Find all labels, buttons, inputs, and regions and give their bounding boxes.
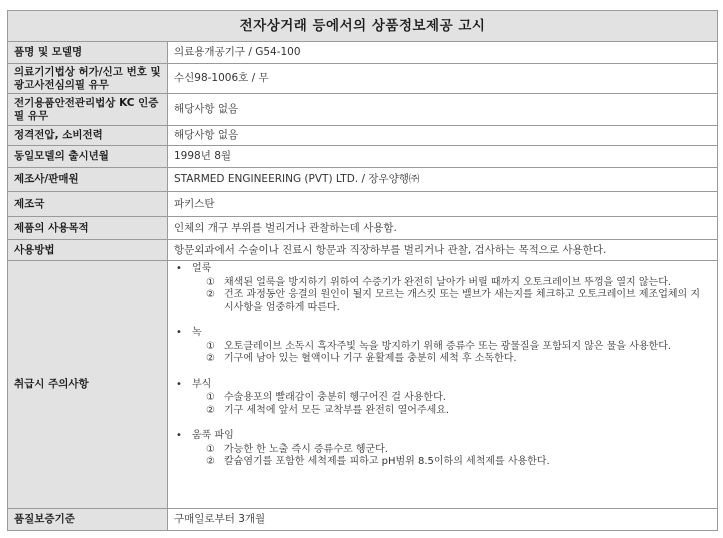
item-number: ② — [206, 353, 215, 364]
precaution-section-pitting — [168, 430, 717, 469]
row-label-country: 제조국 — [8, 192, 168, 217]
item-text: 오토클레이브 소독시 흑자주빛 녹을 방지하기 위해 증류수 또는 광물질을 포함되지 않은 물을 사용한다. — [224, 340, 672, 352]
row-value-kc-certification: 해당사항 없음 — [168, 94, 718, 126]
section-heading: 녹 — [192, 327, 202, 338]
row-value-permit-number: 수신98-1006호 / 무 — [168, 64, 718, 94]
item-text: 채색된 얼룩을 방지하기 위하여 수증기가 완전히 날아가 버릴 때까지 오토크레이브 뚜껑을 열지 않는다. — [224, 276, 672, 288]
list-item — [168, 444, 717, 457]
table-row — [8, 261, 718, 509]
list-item — [168, 392, 717, 405]
item-number: ② — [206, 404, 215, 416]
item-text: 기구에 남아 있는 혈액이나 기구 윤활제를 충분히 세척 후 소독한다. — [224, 353, 517, 364]
table-row — [8, 94, 718, 126]
list-item — [168, 405, 717, 418]
item-number: ① — [206, 392, 215, 403]
row-label-usage: 사용방법 — [8, 240, 168, 261]
product-info-notice — [7, 10, 717, 531]
section-heading: 부식 — [192, 378, 212, 390]
row-label-manufacturer: 제조사/판매원 — [8, 168, 168, 192]
bullet-glyph: • — [176, 327, 182, 338]
table-row — [8, 509, 718, 531]
row-label-precautions: 취급시 주의사항 — [8, 261, 168, 509]
row-value-purpose: 인체의 개구 부위를 벌리거나 관찰하는데 사용함. — [168, 217, 718, 240]
bullet-glyph: • — [176, 378, 182, 390]
row-value-warranty: 구매일로부터 3개월 — [168, 509, 718, 531]
item-number: ① — [206, 340, 215, 352]
item-number: ② — [206, 456, 215, 467]
item-number: ① — [206, 443, 215, 455]
row-label-release-date: 동일모델의 출시년월 — [8, 146, 168, 168]
list-item — [168, 341, 717, 354]
item-number: ② — [206, 289, 215, 300]
row-value-country: 파키스탄 — [168, 192, 718, 217]
precautions-cell — [168, 261, 718, 509]
row-label-rated-voltage: 정격전압, 소비전력 — [8, 126, 168, 146]
table-row — [8, 64, 718, 94]
item-number: ① — [206, 276, 215, 288]
bullet-glyph: • — [176, 430, 182, 441]
row-label-product-model: 품명 및 모델명 — [8, 42, 168, 64]
precautions-list — [168, 261, 717, 473]
row-label-kc-certification: 전기용품안전관리법상 KC 인증 필 유무 — [8, 94, 168, 126]
precaution-section-stain — [168, 263, 717, 314]
row-label-permit-number: 의료기기법상 허가/신고 번호 및 광고사전심의필 유무 — [8, 64, 168, 94]
table-row — [8, 217, 718, 240]
table-row — [8, 146, 718, 168]
section-heading: 움푹 파임 — [192, 430, 234, 441]
table-row — [8, 168, 718, 192]
list-item — [168, 277, 717, 290]
title-row — [8, 11, 718, 42]
bullet-glyph: • — [176, 263, 182, 274]
row-value-product-model: 의료용개공기구 / G54-100 — [168, 42, 718, 64]
table-row — [8, 240, 718, 261]
precaution-section-corrosion — [168, 379, 717, 418]
table-title: 전자상거래 등에서의 상품정보제공 고시 — [8, 11, 718, 42]
row-label-warranty: 품질보증기준 — [8, 509, 168, 531]
row-label-purpose: 제품의 사용목적 — [8, 217, 168, 240]
list-item — [168, 353, 717, 366]
table-row — [8, 192, 718, 217]
section-heading: 얼룩 — [192, 263, 212, 274]
row-value-manufacturer: STARMED ENGINEERING (PVT) LTD. / 장우양행㈜ — [168, 168, 718, 192]
row-value-usage: 항문외과에서 수술이나 진료시 항문과 직장하부를 벌리거나 관찰, 검사하는 목적으로 사용한다. — [168, 240, 718, 261]
row-value-release-date: 1998년 8월 — [168, 146, 718, 168]
row-value-rated-voltage: 해당사항 없음 — [168, 126, 718, 146]
item-text: 수술용포의 빨래감이 충분히 헹구어진 걸 사용한다. — [224, 392, 446, 403]
table-row — [8, 42, 718, 64]
list-item — [168, 289, 717, 314]
item-text: 기구 세척에 앞서 모든 교착부를 완전히 열어주세요. — [224, 404, 450, 416]
precaution-section-rust — [168, 327, 717, 366]
item-text: 칼슘염기를 포함한 세척제를 피하고 pH범위 8.5이하의 세척제를 사용한다. — [224, 456, 550, 467]
table-row — [8, 126, 718, 146]
item-text: 가능한 한 노출 즉시 증류수로 헹군다. — [224, 443, 388, 455]
list-item — [168, 456, 717, 469]
item-text: 건조 과정동안 응결의 원인이 될지 모르는 개스킷 또는 밸브가 새는지를 체크하고 오토크레이브 제조업체의 지시사항을 엄중하게 따른다. — [224, 289, 701, 313]
product-info-table — [7, 10, 718, 531]
